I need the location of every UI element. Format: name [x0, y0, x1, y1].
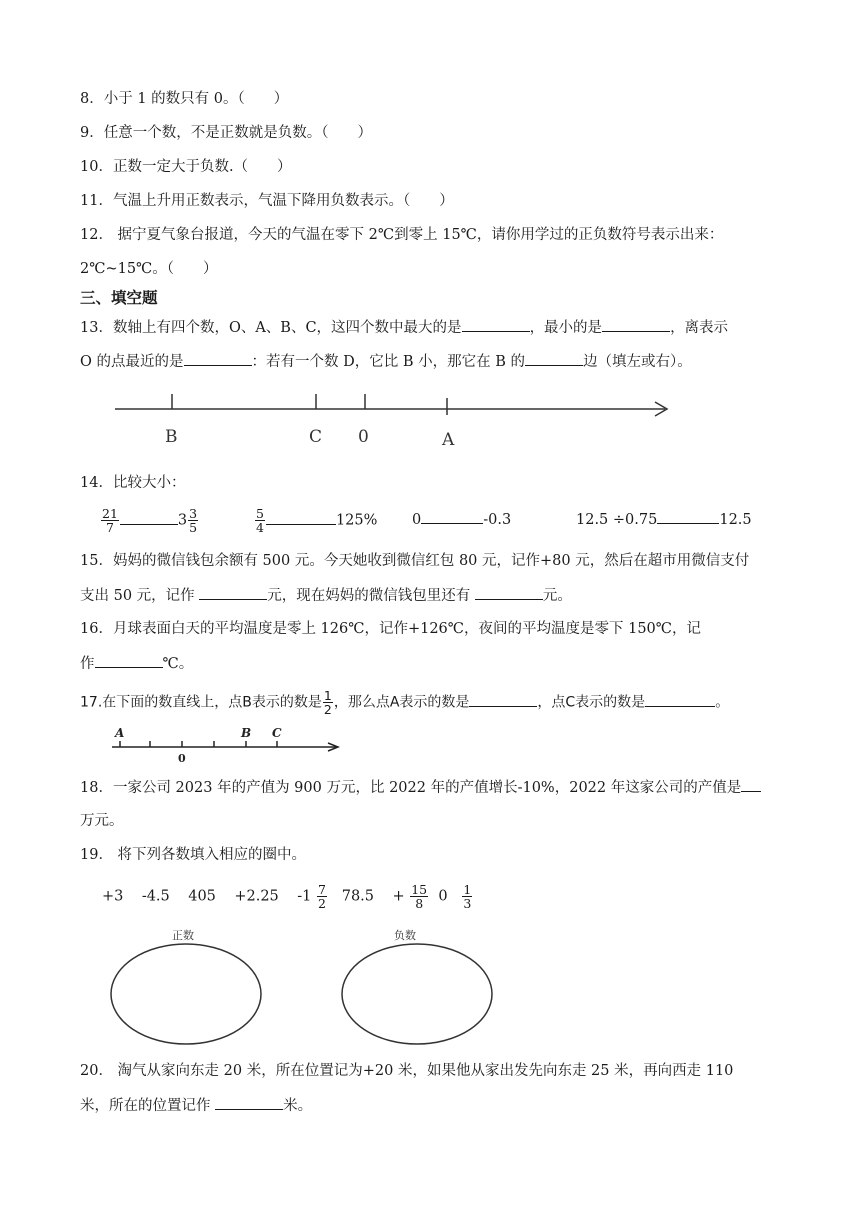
question-text: O 的点最近的是 — [80, 354, 184, 370]
answer-blank[interactable] — [469, 692, 537, 707]
question-text: 将下列各数填入相应的圈中。 — [112, 847, 307, 863]
question-text: ，离表示 — [670, 320, 729, 336]
fraction — [101, 507, 119, 534]
question-12-continued — [80, 259, 218, 279]
answer-blank[interactable] — [475, 585, 543, 600]
question-13-continued — [80, 351, 692, 372]
question-text: 。 — [715, 694, 730, 711]
question-15 — [80, 551, 749, 571]
answer-blank[interactable] — [525, 351, 583, 366]
number-line-figure-13 — [110, 390, 680, 450]
axis-label-b: B — [241, 726, 252, 740]
compare-item-1 — [100, 507, 199, 534]
answer-blank[interactable] — [184, 351, 252, 366]
question-number: 19． — [80, 847, 113, 863]
answer-blank[interactable] — [741, 777, 761, 792]
denominator: 2 — [323, 702, 332, 717]
question-14 — [80, 473, 185, 493]
number-item: +3 — [102, 888, 124, 905]
question-text: 米。 — [283, 1098, 313, 1114]
question-11 — [80, 191, 454, 211]
question-number: 8． — [80, 91, 104, 107]
numerator: 5 — [256, 506, 264, 521]
question-number: 13． — [80, 320, 113, 336]
axis-label-a: A — [442, 430, 455, 450]
number-line-figure-17 — [110, 724, 350, 764]
question-text: 元。 — [542, 588, 572, 604]
numerator: 21 — [102, 506, 118, 521]
number-item: 405 — [188, 888, 216, 905]
question-number: 14． — [80, 475, 113, 491]
question-13 — [80, 317, 728, 338]
question-text: ，那么点A表示的数是 — [333, 694, 470, 711]
question-text: 妈妈的微信钱包余额有 500 元。今天她收到微信红包 80 元，记作+80 元，然后在超市用微信支付 — [112, 553, 750, 569]
question-18-continued — [80, 811, 124, 831]
question-18 — [80, 777, 761, 798]
axis-label-0: 0 — [178, 752, 186, 765]
compare-value: 12.5 ÷0.75 — [576, 512, 658, 528]
question-text: 一家公司 2023 年的产值为 900 万元，比 2022 年的产值增长-10%，2022 年这家公司的产值是 — [112, 780, 742, 796]
circle-label-positive: 正数 — [172, 929, 194, 942]
compare-item-3 — [412, 507, 511, 533]
axis-label-c: C — [309, 427, 323, 447]
mixed-whole: 3 — [177, 512, 188, 529]
numerator: 15 — [411, 882, 428, 897]
classification-circles — [105, 926, 505, 1046]
question-15-continued — [80, 585, 572, 606]
question-text: 万元。 — [80, 813, 124, 829]
question-text: 米，所在的位置记作 — [80, 1098, 216, 1114]
compare-item-2 — [254, 507, 377, 534]
answer-blank[interactable] — [421, 509, 483, 524]
question-text: 元，现在妈妈的微信钱包里还有 — [267, 588, 475, 604]
question-text: 在下面的数直线上，点B表示的数是 — [102, 694, 322, 711]
number-list — [102, 883, 473, 910]
denominator: 7 — [105, 520, 114, 535]
question-number: 12． — [80, 227, 113, 243]
axis-label-a: A — [115, 726, 125, 740]
denominator: 3 — [463, 896, 472, 911]
fraction — [323, 689, 333, 716]
question-text: 气温上升用正数表示，气温下降用负数表示。（ ） — [112, 193, 454, 209]
answer-blank[interactable] — [645, 692, 715, 707]
question-20-continued — [80, 1095, 312, 1116]
question-text: ，最小的是 — [529, 320, 603, 336]
question-12 — [80, 225, 723, 245]
question-10 — [80, 157, 292, 177]
question-number: 17. — [80, 694, 103, 711]
question-text: 支出 50 元，记作 — [80, 588, 200, 604]
denominator: 8 — [415, 896, 424, 911]
question-number: 18． — [80, 780, 113, 796]
number-item: +2.25 — [234, 888, 279, 905]
question-20 — [80, 1061, 733, 1081]
question-text: 正数一定大于负数.（ ） — [112, 159, 292, 175]
fraction — [462, 883, 472, 910]
question-number: 16． — [80, 621, 113, 637]
negative-numbers-circle — [342, 944, 492, 1044]
question-16-continued — [80, 653, 193, 674]
compare-value: 12.5 — [719, 512, 752, 528]
compare-value: 125% — [335, 512, 378, 529]
positive-numbers-circle — [111, 944, 261, 1044]
question-text: 边（填左或右）。 — [582, 354, 692, 370]
answer-blank[interactable] — [657, 509, 719, 524]
question-text: 月球表面白天的平均温度是零上 126℃，记作+126℃，夜间的平均温度是零下 150℃，记 — [112, 621, 702, 637]
question-16 — [80, 619, 701, 639]
denominator: 4 — [256, 520, 264, 535]
numerator: 1 — [323, 688, 332, 703]
circle-label-negative: 负数 — [394, 929, 416, 942]
compare-value: 0 — [412, 512, 422, 528]
answer-blank[interactable] — [95, 653, 163, 668]
axis-label-c: C — [272, 726, 282, 740]
question-text: ，点C表示的数是 — [537, 694, 646, 711]
axis-label-b: B — [165, 427, 178, 447]
question-number: 15． — [80, 553, 113, 569]
axis-label-0: 0 — [358, 427, 369, 447]
numerator: 7 — [317, 882, 326, 897]
question-17 — [80, 689, 729, 716]
question-text: ℃。 — [162, 656, 194, 672]
question-text: 据宁夏气象台报道，今天的气温在零下 2℃到零上 15℃，请你用学过的正负数符号表示出来： — [112, 227, 724, 243]
question-number: 20． — [80, 1063, 113, 1079]
fraction — [317, 883, 327, 910]
number-item: 78.5 — [341, 888, 375, 905]
denominator: 5 — [189, 520, 198, 535]
question-text: 任意一个数，不是正数就是负数。（ ） — [103, 125, 372, 141]
number-item: -4.5 — [141, 888, 170, 905]
fraction — [188, 507, 198, 534]
number-item: + — [392, 888, 405, 905]
denominator: 2 — [317, 896, 326, 911]
question-text: ：若有一个数 D，它比 B 小，那它在 B 的 — [251, 354, 525, 370]
number-item: 0 — [438, 888, 448, 905]
answer-blank[interactable] — [602, 317, 670, 332]
question-text: 作 — [80, 656, 95, 672]
question-text: 淘气从家向东走 20 米，所在位置记为+20 米，如果他从家出发先向东走 25 米，再向西走 110 — [112, 1063, 734, 1079]
number-item: -1 — [297, 888, 312, 905]
question-8 — [80, 89, 288, 109]
question-number: 9． — [80, 125, 104, 141]
question-number: 11． — [80, 193, 113, 209]
question-9 — [80, 123, 372, 143]
answer-blank[interactable] — [266, 510, 336, 525]
question-text: 数轴上有四个数，O、A、B、C，这四个数中最大的是 — [112, 320, 462, 336]
compare-item-4 — [576, 507, 752, 533]
fraction — [255, 507, 265, 534]
answer-blank[interactable] — [120, 510, 178, 525]
question-text: 比较大小： — [112, 475, 186, 491]
numerator: 3 — [189, 506, 198, 521]
answer-blank[interactable] — [215, 1095, 283, 1110]
question-number: 10． — [80, 159, 113, 175]
answer-blank[interactable] — [199, 585, 267, 600]
fraction — [410, 883, 428, 910]
question-text: 2℃~15℃。（ ） — [80, 261, 218, 277]
question-text: 小于 1 的数只有 0。（ ） — [103, 91, 289, 107]
answer-blank[interactable] — [462, 317, 530, 332]
compare-value: -0.3 — [483, 512, 512, 528]
section-title: 三、填空题 — [80, 289, 158, 307]
numerator: 1 — [463, 882, 472, 897]
question-19 — [80, 845, 306, 865]
